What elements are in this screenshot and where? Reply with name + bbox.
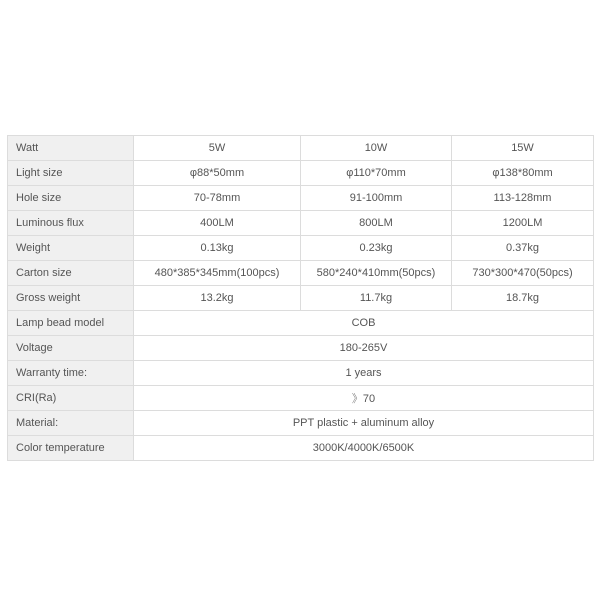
spec-value: 70-78mm [134, 186, 301, 211]
spec-row-luminous-flux [8, 211, 594, 236]
spec-label: CRI(Ra) [8, 386, 134, 411]
spec-value: 3000K/4000K/6500K [134, 436, 594, 461]
spec-row-lamp-bead-model [8, 311, 594, 336]
spec-row-light-size [8, 161, 594, 186]
spec-label: Material: [8, 411, 134, 436]
spec-label: Weight [8, 236, 134, 261]
spec-value: 0.23kg [301, 236, 452, 261]
spec-value: 0.13kg [134, 236, 301, 261]
spec-label: Luminous flux [8, 211, 134, 236]
spec-label: Gross weight [8, 286, 134, 311]
spec-value: 800LM [301, 211, 452, 236]
spec-value: 5W [134, 136, 301, 161]
spec-value: φ110*70mm [301, 161, 452, 186]
spec-value: 11.7kg [301, 286, 452, 311]
spec-value: 730*300*470(50pcs) [452, 261, 594, 286]
spec-label: Light size [8, 161, 134, 186]
spec-value: φ138*80mm [452, 161, 594, 186]
spec-table [7, 135, 594, 461]
spec-row-carton-size [8, 261, 594, 286]
spec-label: Carton size [8, 261, 134, 286]
spec-value: 0.37kg [452, 236, 594, 261]
spec-value: 1 years [134, 361, 594, 386]
spec-value: 》70 [134, 386, 594, 411]
spec-value: 10W [301, 136, 452, 161]
spec-value: COB [134, 311, 594, 336]
spec-label: Color temperature [8, 436, 134, 461]
spec-value: 180-265V [134, 336, 594, 361]
spec-value: 18.7kg [452, 286, 594, 311]
spec-value: 1200LM [452, 211, 594, 236]
spec-value: 400LM [134, 211, 301, 236]
spec-row-color-temperature [8, 436, 594, 461]
spec-label: Lamp bead model [8, 311, 134, 336]
spec-row-material [8, 411, 594, 436]
spec-value: 13.2kg [134, 286, 301, 311]
spec-label: Voltage [8, 336, 134, 361]
spec-row-weight [8, 236, 594, 261]
spec-row-gross-weight [8, 286, 594, 311]
spec-value: 15W [452, 136, 594, 161]
spec-row-warranty-time [8, 361, 594, 386]
spec-row-voltage [8, 336, 594, 361]
spec-value: PPT plastic + aluminum alloy [134, 411, 594, 436]
spec-value: 580*240*410mm(50pcs) [301, 261, 452, 286]
spec-value: 480*385*345mm(100pcs) [134, 261, 301, 286]
spec-row-hole-size [8, 186, 594, 211]
spec-row-cri [8, 386, 594, 411]
spec-value: 113-128mm [452, 186, 594, 211]
spec-label: Watt [8, 136, 134, 161]
spec-label: Warranty time: [8, 361, 134, 386]
spec-row-watt [8, 136, 594, 161]
spec-value: φ88*50mm [134, 161, 301, 186]
spec-label: Hole size [8, 186, 134, 211]
spec-value: 91-100mm [301, 186, 452, 211]
